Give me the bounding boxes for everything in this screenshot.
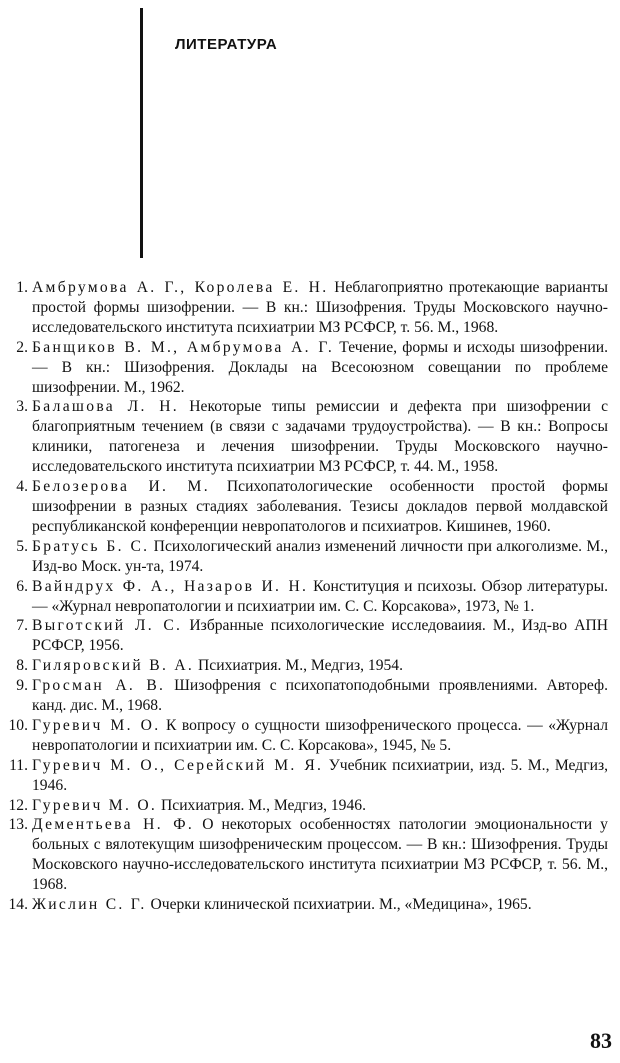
- reference-text: Избранные психологические исследоваиия. М., Изд-во АПН РСФСР, 1956.: [32, 617, 608, 655]
- reference-list: [0, 278, 608, 915]
- reference-text: О некоторых особенностях патологии эмоциональности у больных с вялотекущим шизофреническим процессом. — В кн.: Шизофрения. Труды Московского научно-исследовательского института психиатрии МЗ РСФСР, т. 56. М., 1968.: [32, 816, 608, 894]
- reference-text: Шизофрения с психопатоподобными проявлениями. Автореф. канд. дис. М., 1968.: [32, 677, 609, 715]
- reference-author: Балашова Л. Н.: [32, 398, 179, 416]
- reference-text: Конституция и психозы. Обзор литературы. — «Журнал невропатологии и психиатрии им. С. С. Корсакова», 1973, № 1.: [32, 577, 609, 615]
- reference-item: [0, 895, 608, 915]
- reference-item: [0, 716, 608, 756]
- reference-item: [0, 656, 608, 676]
- reference-number: 12.: [8, 796, 28, 814]
- reference-text: Очерки клинической психиатрии. М., «Медицина», 1965.: [146, 896, 532, 914]
- reference-text: Психопатологические особенности простой формы шизофрении в разных стадиях заболевания. Тезисы докладов первой молдавской республиканской конференции невропатологов и психиатров. Кишинев, 1960.: [32, 478, 608, 535]
- reference-text: Учебник психиатрии, изд. 5. М., Медгиз, 1946.: [32, 756, 608, 794]
- reference-number: 1.: [16, 279, 28, 296]
- reference-text: Психиатрия. М., Медгиз, 1946.: [157, 796, 366, 814]
- reference-item: [0, 796, 608, 816]
- reference-author: Гуревич М. О., Серейский М. Я.: [32, 756, 324, 774]
- reference-author: Братусь Б. С.: [32, 537, 150, 555]
- reference-number: 9.: [16, 677, 28, 695]
- reference-number: 4.: [16, 478, 28, 496]
- reference-number: 8.: [16, 657, 28, 675]
- reference-author: Выготский Л. С.: [32, 617, 183, 635]
- reference-item: [0, 676, 608, 716]
- reference-number: 7.: [16, 617, 28, 635]
- reference-number: 2.: [16, 338, 28, 356]
- decorative-vertical-rule: [140, 8, 143, 258]
- reference-text: К вопросу о сущности шизофренического процесса. — «Журнал невропатологии и психиатрии им. С. С. Корсакова», 1945, № 5.: [32, 716, 608, 754]
- reference-item: [0, 577, 608, 617]
- reference-number: 10.: [8, 716, 28, 734]
- reference-number: 11.: [9, 756, 28, 774]
- section-heading: ЛИТЕРАТУРА: [175, 36, 278, 53]
- reference-author: Гиляровский В. А.: [32, 657, 195, 675]
- reference-number: 14.: [8, 896, 28, 914]
- reference-author: Гуревич М. О.: [32, 796, 158, 814]
- reference-number: 13.: [8, 816, 28, 834]
- reference-text: Психиатрия. М., Медгиз, 1954.: [194, 657, 403, 675]
- reference-item: [0, 338, 608, 398]
- reference-author: Дементьева Н. Ф.: [32, 816, 195, 834]
- reference-author: Вайндрух Ф. А., Назаров И. Н.: [32, 577, 309, 595]
- reference-text: Некоторые типы ремиссии и дефекта при шизофрении с благоприятным течением (в связи с задачами трудоустройства). — В кн.: Вопросы клиники, патогенеза и лечения шизофрении. Труды Московского научно-исследовательского института психиатрии МЗ РСФСР, т. 44. М., 1958.: [32, 398, 608, 476]
- reference-item: [0, 278, 608, 338]
- reference-item: [0, 815, 608, 895]
- reference-author: Амбрумова А. Г., Королева Е. Н.: [32, 279, 329, 296]
- reference-item: [0, 477, 608, 537]
- reference-item: [0, 756, 608, 796]
- reference-author: Белозерова И. М.: [32, 478, 210, 496]
- reference-item: [0, 537, 608, 577]
- reference-text: Течение, формы и исходы шизофрении. — В кн.: Шизофрения. Доклады на Всесоюзном совещании по проблеме шизофрении. М., 1962.: [32, 338, 608, 396]
- reference-item: [0, 616, 608, 656]
- reference-text: Неблагоприятно протекающие варианты простой формы шизофрении. — В кн.: Шизофрения. Труды Московского научно-исследовательского института психиатрии МЗ РСФСР, т. 56. М., 1968.: [32, 279, 608, 336]
- page-number: 83: [590, 1028, 612, 1053]
- reference-number: 6.: [16, 577, 28, 595]
- reference-author: Гуревич М. О.: [32, 716, 161, 734]
- reference-number: 5.: [16, 537, 28, 555]
- reference-number: 3.: [16, 398, 28, 416]
- reference-author: Гросман А. В.: [32, 677, 166, 695]
- reference-author: Жислин С. Г.: [32, 896, 147, 914]
- reference-author: Банщиков В. М., Амбрумова А. Г.: [32, 338, 335, 356]
- reference-text: Психологический анализ изменений личности при алкоголизме. М., Изд-во Моск. ун-та, 1974.: [32, 537, 608, 575]
- reference-item: [0, 397, 608, 477]
